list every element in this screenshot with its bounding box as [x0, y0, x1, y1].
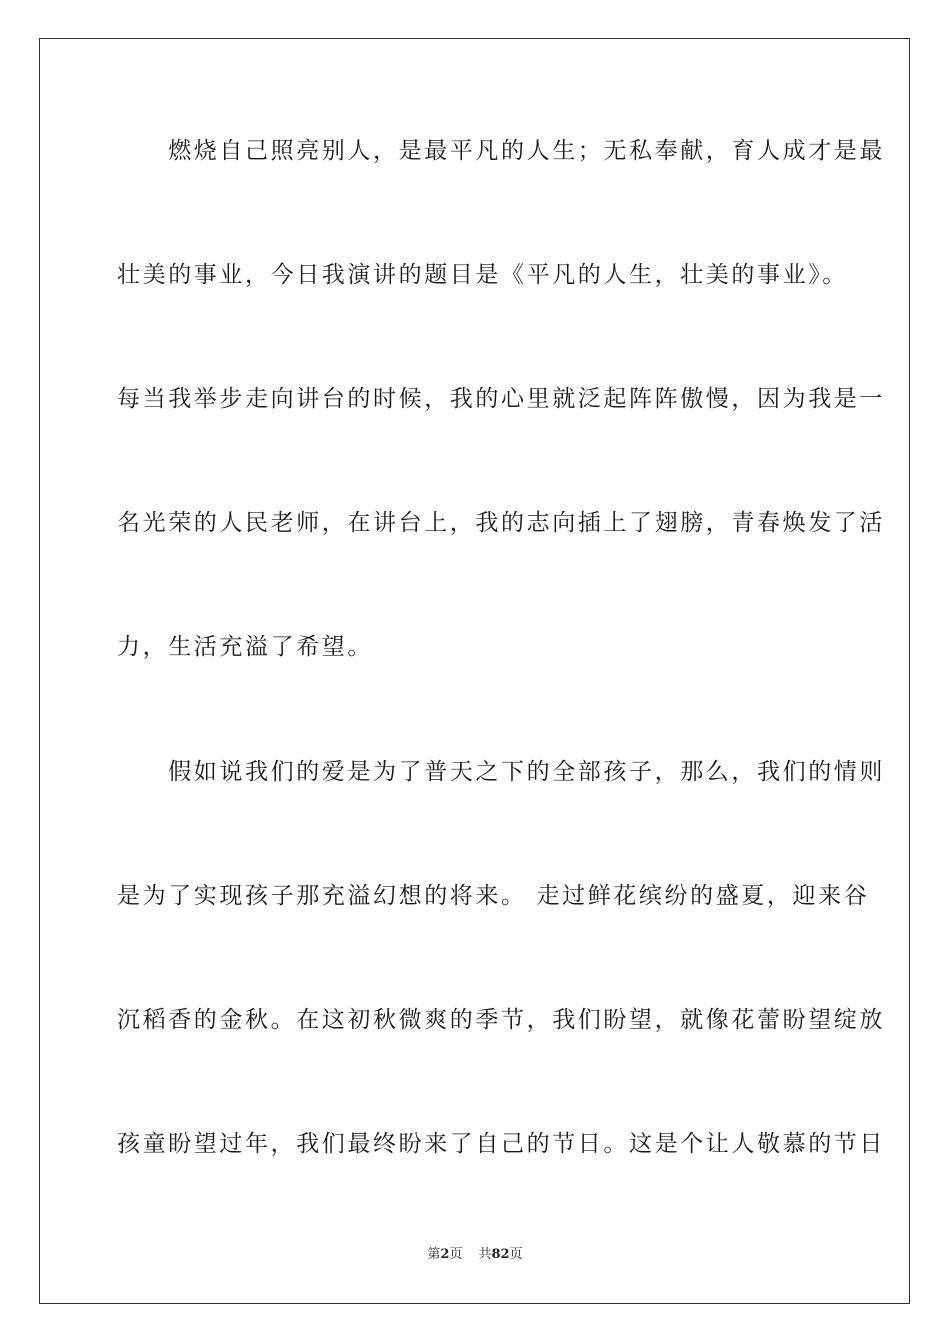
text-line-8: 沉稻香的金秋。在这初秋微爽的季节，我们盼望，就像花蕾盼望绽放 — [117, 1007, 885, 1033]
text-line-4: 名光荣的人民老师，在讲台上，我的志向插上了翅膀，青春焕发了活 — [117, 510, 885, 536]
page-footer — [0, 1246, 950, 1264]
text-line-6: 假如说我们的爱是为了普天之下的全部孩子，那么，我们的情则 — [117, 759, 885, 785]
text-line-1: 燃烧自己照亮别人，是最平凡的人生；无私奉献，育人成才是最 — [117, 138, 885, 164]
text-line-3: 每当我举步走向讲台的时候，我的心里就泛起阵阵傲慢，因为我是一 — [117, 386, 885, 412]
footer-total-suffix: 页 — [509, 1247, 523, 1262]
footer-page-prefix: 第 — [427, 1247, 441, 1262]
text-line-2: 壮美的事业，今日我演讲的题目是《平凡的人生，壮美的事业》。 — [117, 262, 848, 288]
text-line-5: 力，生活充溢了希望。 — [117, 634, 373, 660]
page-border — [39, 38, 910, 1304]
text-line-9: 孩童盼望过年，我们最终盼来了自己的节日。这是个让人敬慕的节日 — [117, 1131, 885, 1157]
footer-page-suffix: 页 — [449, 1247, 463, 1262]
footer-page-number: 2 — [440, 1247, 450, 1262]
footer-total-pages: 82 — [491, 1247, 510, 1262]
text-line-7: 是为了实现孩子那充溢幻想的将来。 走过鲜花缤纷的盛夏，迎来谷 — [117, 883, 870, 909]
footer-total-prefix: 共 — [478, 1247, 492, 1262]
